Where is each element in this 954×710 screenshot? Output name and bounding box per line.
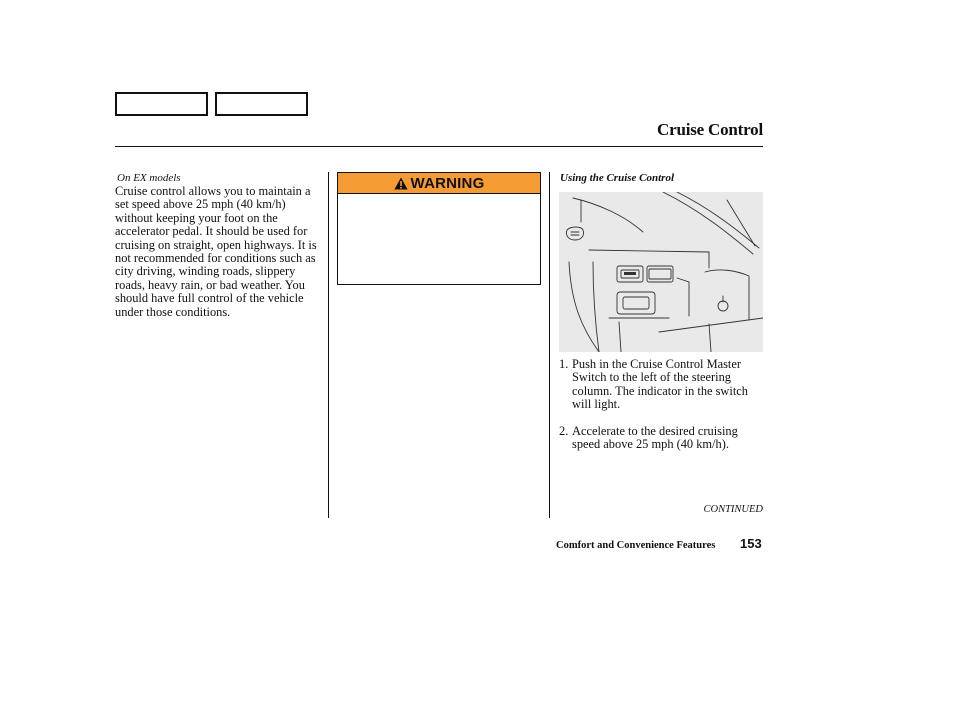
footer-section-title: Comfort and Convenience Features — [556, 540, 716, 551]
previous-page-button[interactable] — [115, 92, 208, 116]
continued-label: CONTINUED — [703, 504, 763, 515]
list-item — [559, 358, 765, 412]
warning-triangle-icon — [394, 177, 408, 190]
warning-box — [337, 172, 541, 285]
next-page-button[interactable] — [215, 92, 308, 116]
warning-label: WARNING — [410, 174, 485, 192]
step-text: Push in the Cruise Control Master Switch to the left of the steering column. The indicator in the switch will light. — [572, 357, 748, 412]
page-number: 153 — [740, 536, 762, 551]
cruise-control-switch-illustration — [559, 192, 763, 352]
list-item — [559, 425, 765, 452]
step-text: Accelerate to the desired cruising speed above 25 mph (40 km/h). — [572, 424, 738, 452]
intro-paragraph: Cruise control allows you to maintain a set speed above 25 mph (40 km/h) without keeping your foot on the accelerator pedal. It should be used for cruising on straight, open highways. It is not recommended for conditions such as city driving, winding roads, slippery roads, heavy rain, or bad weather. You should have full control of the vehicle under those conditions. — [115, 184, 317, 319]
warning-header — [338, 173, 540, 194]
header-divider — [115, 146, 763, 147]
step-number: 1. — [559, 357, 569, 371]
step-number: 2. — [559, 424, 569, 438]
column-divider-left — [328, 172, 329, 518]
section-heading: Using the Cruise Control — [560, 172, 675, 184]
page-title: Cruise Control — [657, 120, 763, 139]
column-divider-right — [549, 172, 550, 518]
model-note: On EX models — [117, 172, 181, 184]
